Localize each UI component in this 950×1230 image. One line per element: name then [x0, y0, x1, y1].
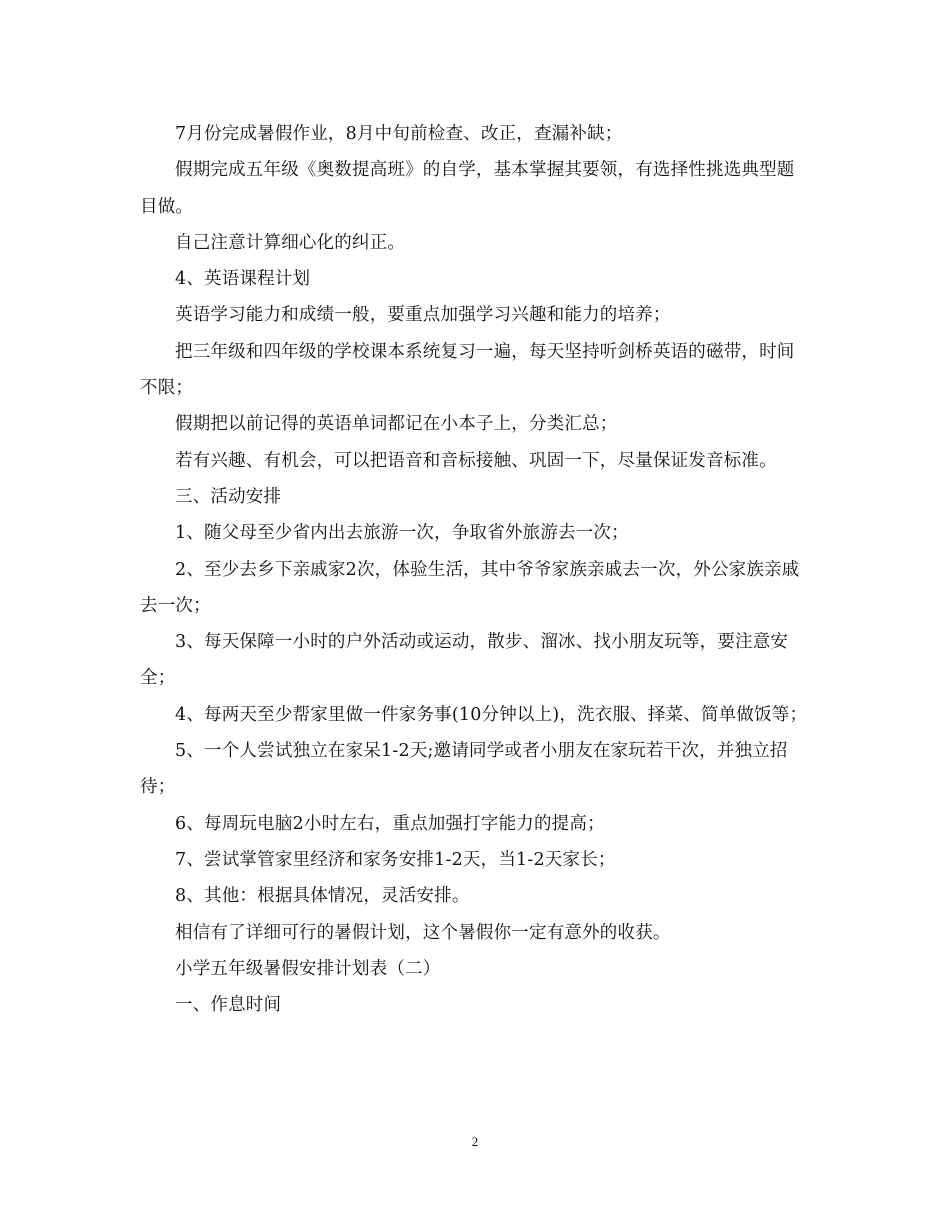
heading-daily-schedule: 一、作息时间 [175, 995, 282, 1016]
paragraph-homework-schedule: 7月份完成暑假作业，8月中旬前检查、改正，查漏补缺； [175, 124, 623, 144]
activity-item-independence: 5、一个人尝试独立在家呆1-2天;邀请同学或者小朋友在家玩若干次，并独立招待； [140, 741, 788, 798]
activity-item-computer: 6、每周玩电脑2小时左右，重点加强打字能力的提高； [175, 813, 605, 834]
activity-item-travel: 1、随父母至少省内出去旅游一次，争取省外旅游去一次； [175, 523, 629, 544]
paragraph-english-review: 把三年级和四年级的学校课本系统复习一遍，每天坚持听剑桥英语的磁带，时间不限； [140, 341, 795, 399]
activity-item-household-manager: 7、尝试掌管家里经济和家务安排1-2天，当1-2天家长； [175, 849, 616, 870]
page-number: 2 [471, 1134, 479, 1149]
paragraph-calculation-care: 自己注意计算细心化的纠正。 [175, 232, 406, 253]
paragraph-conclusion: 相信有了详细可行的暑假计划，这个暑假你一定有意外的收获。 [175, 922, 671, 943]
heading-english-plan: 4、英语课程计划 [175, 269, 311, 290]
paragraph-english-words: 假期把以前记得的英语单词都记在小本子上，分类汇总； [175, 414, 618, 435]
document-body [140, 116, 810, 1023]
section-title-plan-two: 小学五年级暑假安排计划表（二） [175, 958, 441, 979]
activity-item-housework: 4、每两天至少帮家里做一件家务事(10分钟以上)，洗衣服、择菜、简单做饭等； [175, 704, 808, 725]
paragraph-math-self-study: 假期完成五年级《奥数提高班》的自学，基本掌握其要领，有选择性挑选典型题目做。 [140, 160, 795, 217]
heading-activity-arrangement: 三、活动安排 [175, 486, 282, 507]
paragraph-phonetics: 若有兴趣、有机会，可以把语音和音标接触、巩固一下，尽量保证发音标准。 [175, 450, 777, 471]
activity-item-relatives: 2、至少去乡下亲戚家2次，体验生活，其中爷爷家族亲戚去一次，外公家族亲戚去一次； [140, 559, 800, 616]
activity-item-other: 8、其他：根据具体情况，灵活安排。 [175, 886, 470, 907]
paragraph-english-ability: 英语学习能力和成绩一般，要重点加强学习兴趣和能力的培养； [175, 305, 671, 326]
activity-item-outdoor: 3、每天保障一小时的户外活动或运动，散步、溜冰、找小朋友玩等，要注意安全； [140, 632, 789, 689]
